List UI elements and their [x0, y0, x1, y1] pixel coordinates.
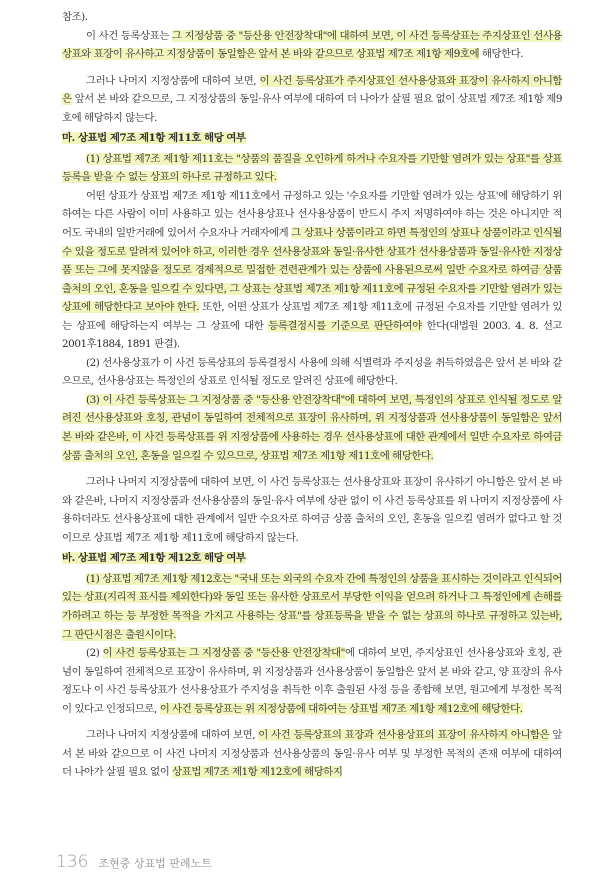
highlighted-text: (1) 상표법 제7조 제1항 제12호는 "국내 또는 외국의 수요자 간에 특정인의 상품을 표시하는 것이라고 인식되어 있는 상표(지리적 표시를 제외한다)와 동일 또는 유사한 상표로서 부당한 이익을 얻으려 하거나 그 특정인에게 손해를 가하려고 하는 등 부정한 목적을 가지고 사용하는 상표"를 상표등록을 받을 수 없는 상표의 하나로 규정하고 있는바, 그 판단시점은 출원시이다.	[62, 572, 562, 641]
text-run: 해당한다.	[479, 48, 524, 61]
text-run: 에 대하여 보면, 주지상표인 선사용상표와 호칭, 관념이 동일하여 전체적으로 표장이 유사하며, 위 지정상품과 선사용상품이 동일함은 앞서 본 바와 같고, 양 표장의 유사 정도나 이 사건 등록상표가 선사용상표가 주지성을 취득한 이후 출원된 사정 등을 종합해 보면, 원고에게 부정한 목적이 있다고 인정되므로,	[62, 647, 562, 715]
text-run: 앞서 본 바와 같으므로 이 사건 나머지 지정상품과 선사용상품의 동일·유사 여부 및 부정한 목적의 존재 여부에 대하여 더 나아가 살필 필요 없이	[62, 729, 562, 779]
highlighted-text: 이 사건 등록상표가 주지상표인 선사용상표와 표장이 유사하지 아니함은	[62, 74, 562, 106]
highlighted-text: 그 상표나 상품이라고 하면 특정인의 상표나 상품이라고 인식될 수 있을 정도로 알려져 있어야 하고, 이러한 경우 선사용상표와 동일·유사한 상표가 선사용상품과 동일·유사한 지정상품 또는 그에 못지않을 정도로 경제적으로 밀접한 견련관계가 있는 상품에 사용된으로써 일반 수요자로 하여금 상품 출처의 오인, 혼동을 일으킬 수 있다면, 그 상표는 상표법 제7조 제1항 제11호에 규정된 수요자를 기만할 염려가 있는 상표에 해당한다고 보아야 한다.	[62, 227, 562, 314]
text-run: 그러나 나머지 지정상품에 대하여 보면,	[86, 74, 260, 87]
paragraph-m3	[62, 354, 562, 391]
body-text	[62, 8, 562, 782]
highlighted-text: 상표법 제7조 제1항 제12호에 해당하지	[172, 766, 343, 779]
text-run: 이 사건 등록상표는	[86, 29, 172, 42]
book-title: 조현중 상표법 판례노트	[98, 857, 212, 870]
text-run: 또한, 어떤 상표가 상표법 제7조 제1항 제11호에 규정된 수요자를 기만할 염려가 있는 상표에 해당하는지 여부는 그 상표에 대한	[62, 301, 563, 332]
paragraph-m1	[62, 150, 562, 187]
paragraph-m2	[62, 187, 562, 354]
highlighted-text: 그 지정상품 중 "등산용 안전장착대"에 대하여 보면, 이 사건 등록상표는 주지상표인 선사용상표와 표장이 유사하고 지정상품이 동일함은 앞서 본 바와 같으므로 상표법 제7조 제1항 제9호에	[62, 29, 562, 61]
highlighted-text: 이 사건 등록상표의 표장과 선사용상표의 표장이 유사하지 아니함은	[258, 729, 550, 742]
section-heading-ma	[62, 129, 562, 148]
text-run: 한다(대법원 2003. 4. 8. 선고 2001후1884, 1891 판결).	[62, 319, 562, 351]
highlighted-text: 등록결정시를 기준으로 판단하여야	[268, 319, 422, 332]
highlighted-text: (1) 상표법 제7조 제1항 제11호는 "상품의 품질을 오인하게 하거나 수요자를 기만할 염려가 있는 상표"를 상표등록을 받을 수 없는 상표의 하나로 규정하고 있다.	[62, 152, 562, 184]
paragraph-b3	[62, 726, 562, 782]
page-footer	[56, 852, 212, 872]
highlighted-text: 이 사건 등록상표는 그 지정상품 중 "등산용 안전장착대"	[102, 647, 345, 660]
paragraph-m4	[62, 391, 562, 465]
highlighted-text: 이 사건 등록상표는 위 지정상품에 대하여는 상표법 제7조 제1항 제12호에 해당한다.	[159, 702, 523, 715]
paragraph-remaining-goods	[62, 72, 562, 128]
text-run: 어떤 상표가 상표법 제7조 제1항 제11호에서 규정하고 있는 '수요자를 기만할 염려가 있는 상표'에 해당하기 위하여는 다른 사람이 이미 사용하고 있는 선사용상표나 선사용상품이 반드시 주지 저명하여야 하는 것은 아니지만 적어도 국내의 일반거래에 있어서 수요자나 거래자에게	[62, 189, 562, 240]
paragraph-b2	[62, 644, 562, 718]
text-run: 그러나 나머지 지정상품에 대하여 보면,	[86, 729, 259, 742]
highlighted-text: 마. 상표법 제7조 제1항 제11호 해당 여부	[62, 132, 246, 145]
text-run: 앞서 본 바와 같으므로, 그 지정상품의 동일·유사 여부에 대하여 더 나아가 살필 필요 없이 상표법 제7조 제1항 제9호에 해당하지 않는다.	[62, 93, 562, 124]
text-run: 그러나 나머지 지정상품에 대하여 보면, 이 사건 등록상표는 선사용상표와 표장이 유사하기 아니함은 앞서 본 바와 같은바, 나머지 지정상품과 선사용상품의 동일·유사 여부에 상관 없이 이 사건 등록상표를 위 나머지 지정상품에 사용하더라도 선사용상표에 대한 관계에서 일반 수요자로 하여금 상품 출처의 오인, 혼동을 일으킬 염려가 없다고 할 것이므로 상표법 제7조 제1항 제11호에 해당하지 않는다.	[62, 476, 562, 544]
text-run: 참조).	[62, 11, 88, 23]
paragraph-b1	[62, 570, 562, 644]
highlighted-text: (3) 이 사건 등록상표는 그 지정상품 중 "등산용 안전장착대"에 대하여 보면, 특정인의 상표로 인식될 정도로 알려진 선사용상표와 호칭, 관념이 동일하여 전체적으로 표장이 유사하며, 위 지정상품과 선사용상품이 동일함은 앞서 본 바와 같은바, 이 사건 등록상표를 위 지정상품에 사용하는 경우 선사용상표에 대한 관계에서 일반 수요자로 하여금 상품 출처의 오인, 혼동을 일으킬 수 있으므로, 상표법 제7조 제1항 제11호에 해당한다.	[62, 393, 562, 462]
paragraph-designated-goods	[62, 27, 562, 64]
section-heading-ba	[62, 549, 562, 568]
highlighted-text: 바. 상표법 제7조 제1항 제12호 해당 여부	[62, 552, 246, 565]
paragraph-m5	[62, 473, 562, 547]
text-run: (2) 선사용상표가 이 사건 등록상표의 등록결정시 사용에 의해 식별력과 주지성을 취득하였음은 앞서 본 바와 같으므로, 선사용상표는 특정인의 상표로 인식될 정도로 알려진 상표에 해당한다.	[62, 356, 562, 388]
page-number: 136	[56, 852, 89, 872]
paragraph-continuation	[62, 8, 562, 27]
text-run: (2)	[86, 647, 103, 660]
